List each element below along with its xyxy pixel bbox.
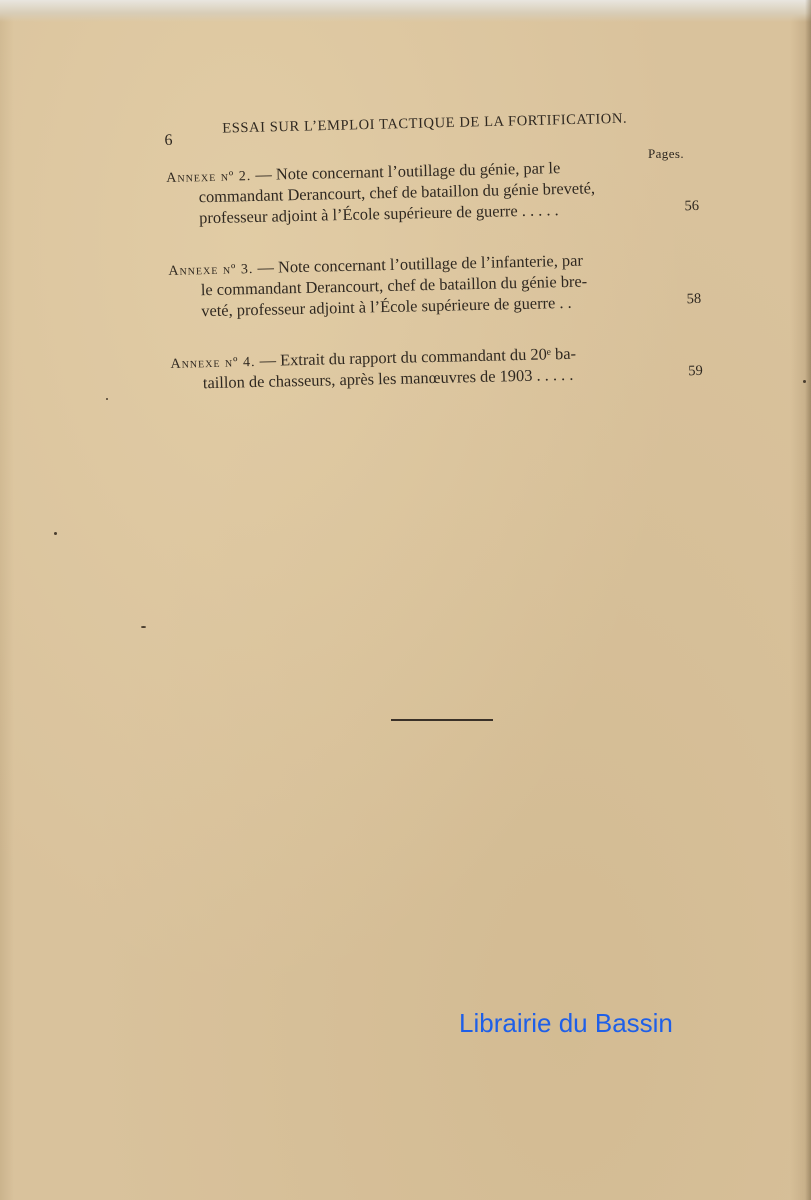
annex-list bbox=[166, 154, 704, 424]
annex-line: commandant Derancourt, chef de bataillon du génie breveté, bbox=[198, 178, 596, 207]
annex-entry-4 bbox=[170, 340, 703, 394]
paper-speck bbox=[803, 380, 806, 383]
paper-speck bbox=[54, 532, 57, 535]
annex-text: — Note concernant l’outillage de l’infanterie, par bbox=[257, 250, 584, 277]
annex-page-ref: 56 bbox=[684, 197, 700, 215]
annex-line: le commandant Derancourt, chef de bataillon du génie bre- bbox=[200, 271, 588, 300]
paper-speck bbox=[141, 626, 146, 628]
annex-label: Annexe nº 4. bbox=[170, 355, 256, 372]
annex-label: Annexe nº 2. bbox=[166, 169, 252, 186]
annex-line: taillon de chasseurs, après les manœuvres de 1903 . . . . . bbox=[202, 364, 574, 393]
page-number: 6 bbox=[164, 131, 173, 149]
annex-entry-3 bbox=[168, 247, 701, 322]
running-title: ESSAI SUR L’EMPLOI TACTIQUE DE LA FORTIFICATION. bbox=[222, 110, 628, 137]
annex-page-ref: 58 bbox=[686, 290, 702, 308]
pages-column-label: Pages. bbox=[648, 146, 684, 161]
page-top-edge bbox=[0, 0, 811, 22]
bookseller-watermark: Librairie du Bassin bbox=[459, 1008, 673, 1038]
annex-text: — Extrait du rapport du commandant du 20ᵉ ba- bbox=[259, 343, 577, 370]
annex-line: veté, professeur adjoint à l’École supérieure de guerre . . bbox=[201, 292, 572, 321]
annex-label: Annexe nº 3. bbox=[168, 262, 254, 279]
paper-speck bbox=[106, 398, 108, 400]
annex-entry-2 bbox=[166, 154, 699, 229]
annex-page-ref: 59 bbox=[688, 362, 703, 380]
section-divider bbox=[391, 719, 493, 721]
page-header bbox=[164, 106, 645, 148]
page-right-edge bbox=[805, 0, 811, 1200]
annex-line: professeur adjoint à l’École supérieure de guerre . . . . . bbox=[198, 200, 559, 228]
annex-text: — Note concernant l’outillage du génie, par le bbox=[255, 158, 561, 184]
